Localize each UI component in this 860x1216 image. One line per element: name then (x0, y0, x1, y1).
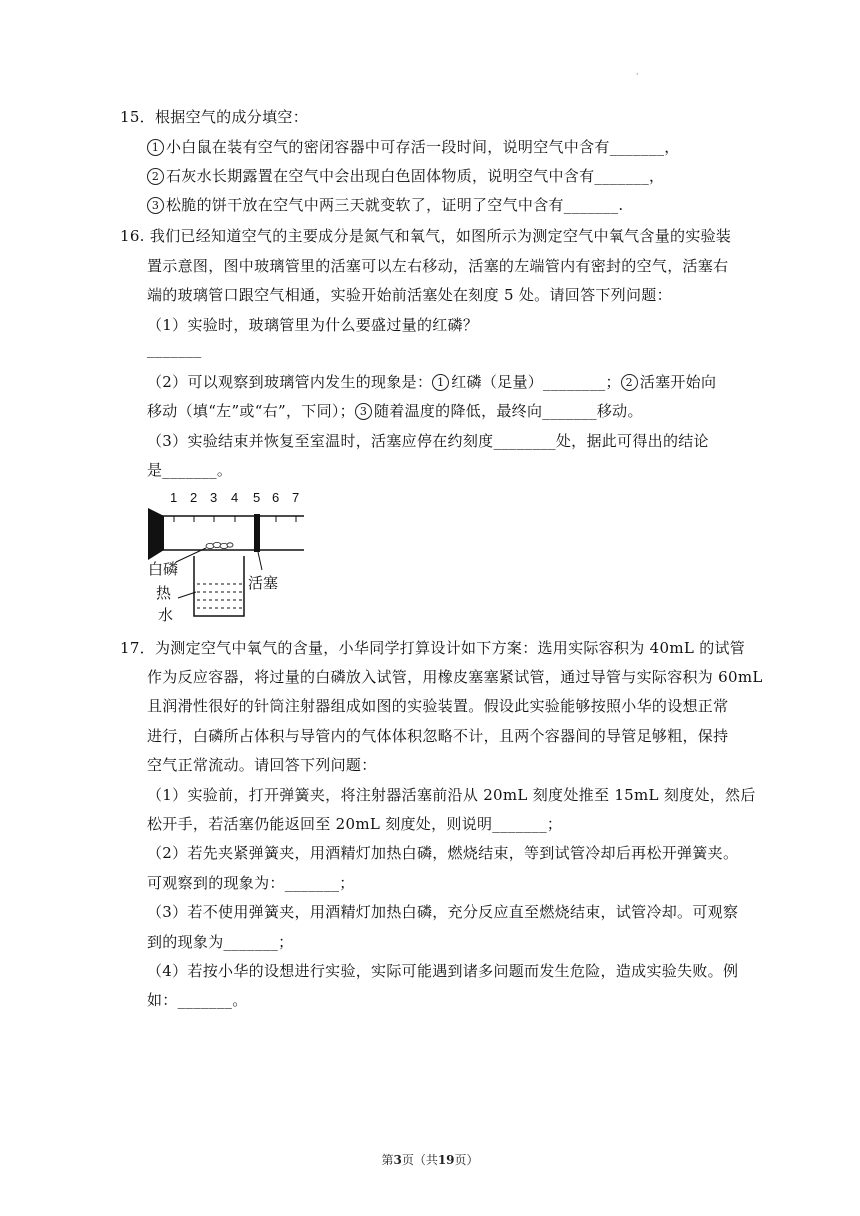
q15-item-1-text: 小白鼠在装有空气的密闭容器中可存活一段时间，说明空气中含有_______， (166, 138, 680, 156)
q16-line-3: 端的玻璃管口跟空气相通，实验开始前活塞处在刻度 5 处。请回答下列问题： (147, 286, 672, 304)
q17-line-4: 进行，白磷所占体积与导管内的气体体积忽略不计，且两个容器间的导管足够粗，保持 (147, 727, 729, 745)
q17-sub2-line-1: （2）若先夹紧弹簧夹，用酒精灯加热白磷，燃烧结束，等到试管冷却后再松开弹簧夹。 (147, 844, 739, 862)
q15-title: 15．根据空气的成分填空： (120, 108, 308, 126)
circled-number-1: 1 (432, 374, 449, 391)
q17-sub3-line-2: 到的现象为_______； (147, 933, 294, 951)
q17-sub1-line-1: （1）实验前，打开弹簧夹，将注射器活塞前沿从 20mL 刻度处推至 15mL 刻度处，然后 (147, 786, 756, 804)
footer-total-pages: 19 (437, 1153, 455, 1167)
tick-label-3: 3 (210, 490, 218, 505)
apparatus-figure (148, 488, 310, 624)
q16-sub2-line-1 (147, 371, 716, 392)
q16-line-1: 16. 我们已经知道空气的主要成分是氮气和氧气，如图所示为测定空气中氧气含量的实验装 (120, 227, 732, 245)
footer-current-page: 3 (393, 1153, 402, 1167)
q15-item-2-text: 石灰水长期露置在空气中会出现白色固体物质，说明空气中含有_______， (166, 167, 665, 185)
q16-sub2b-post: 随着温度的降低，最终向_______移动。 (373, 402, 643, 420)
q16-sub1-blank: _______ (147, 340, 202, 358)
left-stopper (148, 508, 164, 560)
piston (254, 514, 260, 552)
q16-sub1: （1）实验时，玻璃管里为什么要盛过量的红磷？ (147, 316, 479, 334)
q16-sub2-pre: （2）可以观察到玻璃管内发生的现象是： (147, 373, 433, 391)
q17-sub3-line-1: （3）若不使用弹簧夹，用酒精灯加热白磷，充分反应直至燃烧结束，试管冷却。可观察 (147, 903, 739, 921)
q17-sub1-line-2: 松开手，若活塞仍能返回至 20mL 刻度处，则说明_______； (147, 815, 563, 833)
tick-label-1: 1 (170, 490, 178, 505)
q17-line-2: 作为反应容器，将过量的白磷放入试管，用橡皮塞塞紧试管，通过导管与实际容积为 60mL (147, 668, 763, 686)
q16-sub3-line-2: 是_______。 (147, 461, 233, 479)
scale-ticks (174, 516, 296, 522)
page-footer (0, 1151, 860, 1168)
q16-sub2b-pre: 移动（填“左”或“右”，下同）； (147, 402, 355, 420)
q17-line-3: 且润滑性很好的针筒注射器组成如图的实验装置。假设此实验能够按照小华的设想正常 (147, 697, 729, 715)
q16-sub3-line-1: （3）实验结束并恢复至室温时，活塞应停在约刻度________处，据此可得出的结论 (147, 432, 709, 450)
q15-item-1 (147, 136, 680, 157)
hot-water (197, 584, 242, 608)
q17-line-1: 17．为测定空气中氧气的含量，小华同学打算设计如下方案：选用实际容积为 40mL 的试管 (120, 639, 746, 657)
circled-number-3: 3 (147, 197, 164, 214)
label-water: 水 (158, 607, 174, 624)
white-phosphorus (206, 542, 233, 548)
q17-sub4-line-2: 如：_______。 (147, 991, 248, 1009)
q16-sub2-post: 活塞开始向 (639, 373, 717, 391)
footer-suffix: 页） (454, 1153, 479, 1167)
circled-number-2: 2 (147, 168, 164, 185)
q16-sub2-mid: 红磷（足量）________； (451, 373, 621, 391)
label-piston: 活塞 (248, 575, 279, 592)
piston-leader (258, 552, 262, 570)
tick-label-4: 4 (231, 490, 239, 505)
tick-label-2: 2 (190, 490, 198, 505)
q15-item-3-text: 松脆的饼干放在空气中两三天就变软了，证明了空气中含有_______. (166, 196, 624, 214)
tick-label-6: 6 (272, 490, 280, 505)
circled-number-1: 1 (147, 139, 164, 156)
q17-sub2-line-2: 可观察到的现象为：_______； (147, 874, 355, 892)
circled-number-3: 3 (355, 403, 372, 420)
label-hot: 热 (156, 585, 172, 602)
footer-middle: 页（共 (401, 1153, 438, 1167)
q17-sub4-line-1: （4）若按小华的设想进行实验，实际可能遇到诸多问题而发生危险，造成实验失败。例 (147, 962, 739, 980)
q16-line-2: 置示意图，图中玻璃管里的活塞可以左右移动，活塞的左端管内有密封的空气，活塞右 (147, 257, 729, 275)
q17-line-5: 空气正常流动。请回答下列问题： (147, 756, 377, 774)
q16-sub2-line-2 (147, 400, 643, 421)
beaker (194, 556, 244, 616)
label-white-phosphorus: 白磷 (148, 561, 179, 578)
footer-prefix: 第 (381, 1153, 394, 1167)
tick-label-5: 5 (253, 490, 261, 505)
q15-item-2 (147, 165, 664, 186)
q15-item-3 (147, 194, 623, 215)
page-dot: · (636, 70, 639, 79)
tick-label-7: 7 (292, 490, 300, 505)
circled-number-2: 2 (621, 374, 638, 391)
